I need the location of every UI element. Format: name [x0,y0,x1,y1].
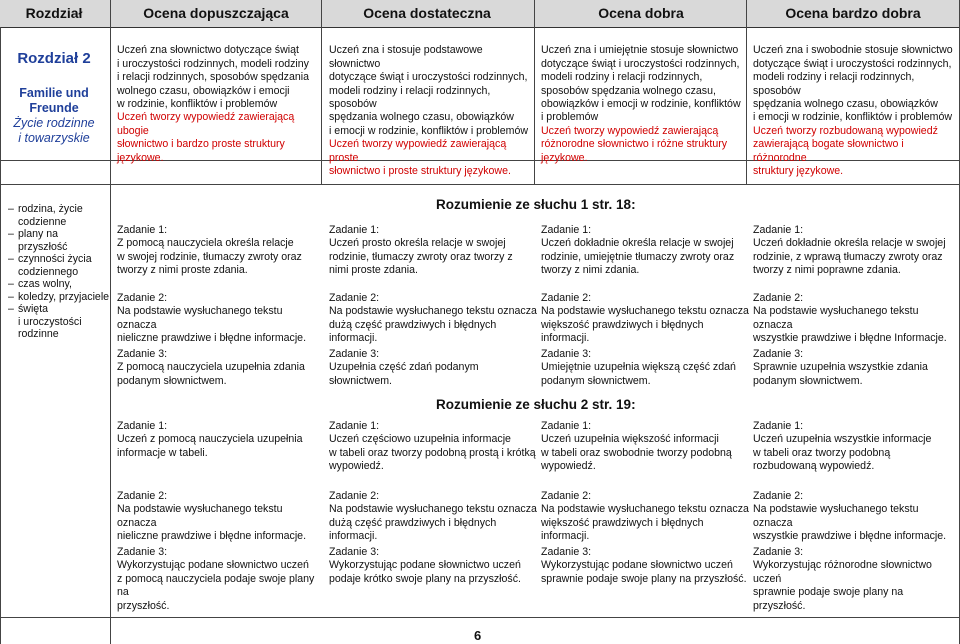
header-bardzo-dobra: Ocena bardzo dobra [785,5,921,21]
vocab-item: – czas wolny, [8,278,110,291]
vocab-item: – rodzina, życie [8,203,110,216]
task-label: Zadanie 3: [329,348,380,360]
task-label: Zadanie 3: [541,348,592,360]
task-c2-z3 [329,348,539,388]
task-c1-z2 [117,292,322,346]
task-label: Zadanie 2: [753,490,804,502]
chapter-topic-de-1: Familie und [19,86,89,100]
task-text: Uczeń z pomocą nauczyciela uzupełnia informacje w tabeli. [117,433,303,459]
divider [0,27,1,644]
criteria-dopuszczajaca [117,31,319,178]
task-label: Zadanie 1: [117,420,168,432]
task-label: Zadanie 3: [541,546,592,558]
task-label: Zadanie 3: [117,546,168,558]
task-text: Umiejętnie uzupełnia większą część zdań podanym słownictwem. [541,361,736,387]
vocab-item: – koledzy, przyjaciele [8,291,110,304]
task-label: Zadanie 1: [753,420,804,432]
criteria-vocab: Uczeń zna i umiejętnie stosuje słownictwo dotyczące świąt i uroczystości rodzinnych, modeli rodziny i relacji rodzinnych, sposobów spędzania wolnego czasu, obowiązków i emocji w rodzinie, konfliktów i problemów [541,44,741,124]
task-text: Na podstawie wysłuchanego tekstu oznacza nieliczne prawdziwe i błędne informacje. [117,503,307,543]
task-c2-z1 [329,224,539,278]
task2-c4-z3 [753,546,958,613]
task-c4-z2 [753,292,958,346]
task-label: Zadanie 1: [753,224,804,236]
task-text: Wykorzystując podane słownictwo uczeń podaje krótko swoje plany na przyszłość. [329,559,521,585]
task-text: Uzupełnia część zdań podanym słownictwem. [329,361,479,387]
task2-c1-z2 [117,490,322,544]
criteria-vocab: Uczeń zna słownictwo dotyczące świąt i uroczystości rodzinnych, modeli rodziny i relacji rodzinnych, sposobów spędzania wolnego czasu, obowiązków i emocji w rodzinie, konfliktów i problemów [117,44,309,111]
vocab-list [8,203,110,341]
task-label: Zadanie 1: [329,224,380,236]
header-dobra: Ocena dobra [598,5,684,21]
task-text: Na podstawie wysłuchanego tekstu oznacza dużą część prawdziwych i błędnych informacji. [329,305,537,345]
vocab-item: – plany na przyszłość [8,228,110,253]
task-label: Zadanie 3: [753,348,804,360]
table-header [0,0,960,28]
task-label: Zadanie 1: [117,224,168,236]
task-text: Na podstawie wysłuchanego tekstu oznacza dużą część prawdziwych i błędnych informacji. [329,503,537,543]
task-c3-z1 [541,224,751,278]
task-label: Zadanie 3: [117,348,168,360]
task2-c2-z3 [329,546,539,586]
header-rozdzial: Rozdział [25,5,83,21]
section-listening-1: Rozumienie ze słuchu 1 str. 18: [436,197,636,212]
criteria-speaking: Uczeń tworzy rozbudowaną wypowiedź zawierającą bogate słownictwo i różnorodne struktury językowe. [753,124,938,178]
criteria-speaking: Uczeń tworzy wypowiedź zawierającą proste słownictwo i proste struktury językowe. [329,138,511,178]
task-label: Zadanie 2: [329,490,380,502]
task2-c3-z2 [541,490,751,544]
criteria-speaking: Uczeń tworzy wypowiedź zawierającą różnorodne słownictwo i różne struktury językowe. [541,124,728,164]
task-text: Na podstawie wysłuchanego tekstu oznacza wszystkie prawdziwe i błędne informacje. [753,503,947,543]
chapter-topic-pl-2: i towarzyskie [18,131,90,145]
divider [746,0,747,185]
vocab-item: – czynności życia [8,253,110,266]
task-c1-z1 [117,224,322,278]
task-text: Sprawnie uzupełnia wszystkie zdania podanym słownictwem. [753,361,928,387]
chapter-title: Rozdział 2 [17,50,91,67]
task-label: Zadanie 2: [117,292,168,304]
task-text: Uczeń dokładnie określa relacje w swojej rodzinie, z wprawą tłumaczy zwroty oraz tworzy z nimi poprawne zdania. [753,237,946,277]
divider [534,0,535,185]
task-label: Zadanie 1: [541,224,592,236]
header-dostateczna: Ocena dostateczna [363,5,491,21]
task-text: Na podstawie wysłuchanego tekstu oznacza nieliczne prawdziwe i błędne informacje. [117,305,307,345]
task-label: Zadanie 2: [753,292,804,304]
criteria-dostateczna [329,31,533,192]
task-c4-z3 [753,348,958,388]
criteria-vocab: Uczeń zna i stosuje podstawowe słownictwo dotyczące świąt i uroczystości rodzinnych, modeli rodziny i relacji rodzinnych, sposobów spędzania wolnego czasu, obowiązków i emocji w rodzinie, konfliktów i problemów [329,44,529,137]
task2-c3-z1 [541,420,751,474]
task2-c2-z2 [329,490,539,544]
task-text: Uczeń uzupełnia wszystkie informacje w tabeli oraz tworzy podobną rozbudowaną wypowiedź. [753,433,932,473]
task-text: Z pomocą nauczyciela określa relacje w swojej rodzinie, tłumaczy zwroty oraz tworzy z nimi proste zdania. [117,237,302,277]
task-c3-z2 [541,292,751,346]
criteria-bardzo-dobra [753,31,958,192]
task-text: Wykorzystując podane słownictwo uczeń sprawnie podaje swoje plany na przyszłość. [541,559,747,585]
vocab-item: codzienne [18,215,67,228]
task-text: Uczeń prosto określa relacje w swojej rodzinie, tłumaczy zwroty oraz tworzy z nimi proste zdania. [329,237,513,277]
task-text: Na podstawie wysłuchanego tekstu oznacza wszystkie prawdziwe i błędne Informacje. [753,305,947,345]
vocab-item: i uroczystości [18,315,82,328]
chapter-topic [4,86,104,146]
criteria-dobra [541,31,745,178]
task-c3-z3 [541,348,751,388]
task-text: Wykorzystując różnorodne słownictwo uczeń sprawnie podaje swoje plany na przyszłość. [753,559,932,612]
task2-c3-z3 [541,546,751,586]
vocab-item: rodzinne [18,328,59,340]
divider [110,0,111,644]
task-label: Zadanie 3: [329,546,380,558]
task-text: Uczeń dokładnie określa relacje w swojej rodzinie, umiejętnie tłumaczy zwroty oraz tworzy z nimi zdania. [541,237,735,277]
chapter-topic-pl-1: Życie rodzinne [13,116,95,130]
task2-c4-z1 [753,420,958,474]
task-c4-z1 [753,224,958,278]
task-label: Zadanie 1: [329,420,380,432]
header-dopuszczajaca: Ocena dopuszczająca [143,5,289,21]
task2-c1-z3 [117,546,322,613]
task-label: Zadanie 1: [541,420,592,432]
task-text: Uczeń częściowo uzupełnia informacje w tabeli oraz tworzy podobną prostą i krótką wypowiedź. [329,433,536,473]
task-text: Wykorzystując podane słownictwo uczeń z pomocą nauczyciela podaje swoje plany na przyszłość. [117,559,315,612]
task-c1-z3 [117,348,322,388]
task-text: Z pomocą nauczyciela uzupełnia zdania podanym słownictwem. [117,361,305,387]
vocab-item: codziennego [18,265,79,278]
task2-c4-z2 [753,490,958,544]
criteria-speaking: Uczeń tworzy wypowiedź zawierającą ubogie słownictwo i bardzo proste struktury językowe. [117,111,295,164]
task-c2-z2 [329,292,539,346]
task2-c1-z1 [117,420,322,460]
divider [321,0,322,185]
task-label: Zadanie 2: [117,490,168,502]
vocab-item: – święta [8,303,110,316]
divider [0,617,960,618]
task-text: Uczeń uzupełnia większość informacji w tabeli oraz swobodnie tworzy podobną wypowiedź. [541,433,732,473]
section-listening-2: Rozumienie ze słuchu 2 str. 19: [436,397,636,412]
task-label: Zadanie 2: [541,490,592,502]
chapter-topic-de-2: Freunde [29,101,79,115]
task-text: Na podstawie wysłuchanego tekstu oznacza większość prawdziwych i błędnych informacji. [541,305,749,345]
page-number: 6 [474,628,482,643]
task2-c2-z1 [329,420,539,474]
task-text: Na podstawie wysłuchanego tekstu oznacza większość prawdziwych i błędnych informacji. [541,503,749,543]
criteria-vocab: Uczeń zna i swobodnie stosuje słownictwo dotyczące świąt i uroczystości rodzinnych, modeli rodziny i relacji rodzinnych, sposobów spędzania wolnego czasu, obowiązków i emocji w rodzinie, konfliktów i problemów [753,44,953,124]
task-label: Zadanie 2: [329,292,380,304]
task-label: Zadanie 3: [753,546,804,558]
task-label: Zadanie 2: [541,292,592,304]
